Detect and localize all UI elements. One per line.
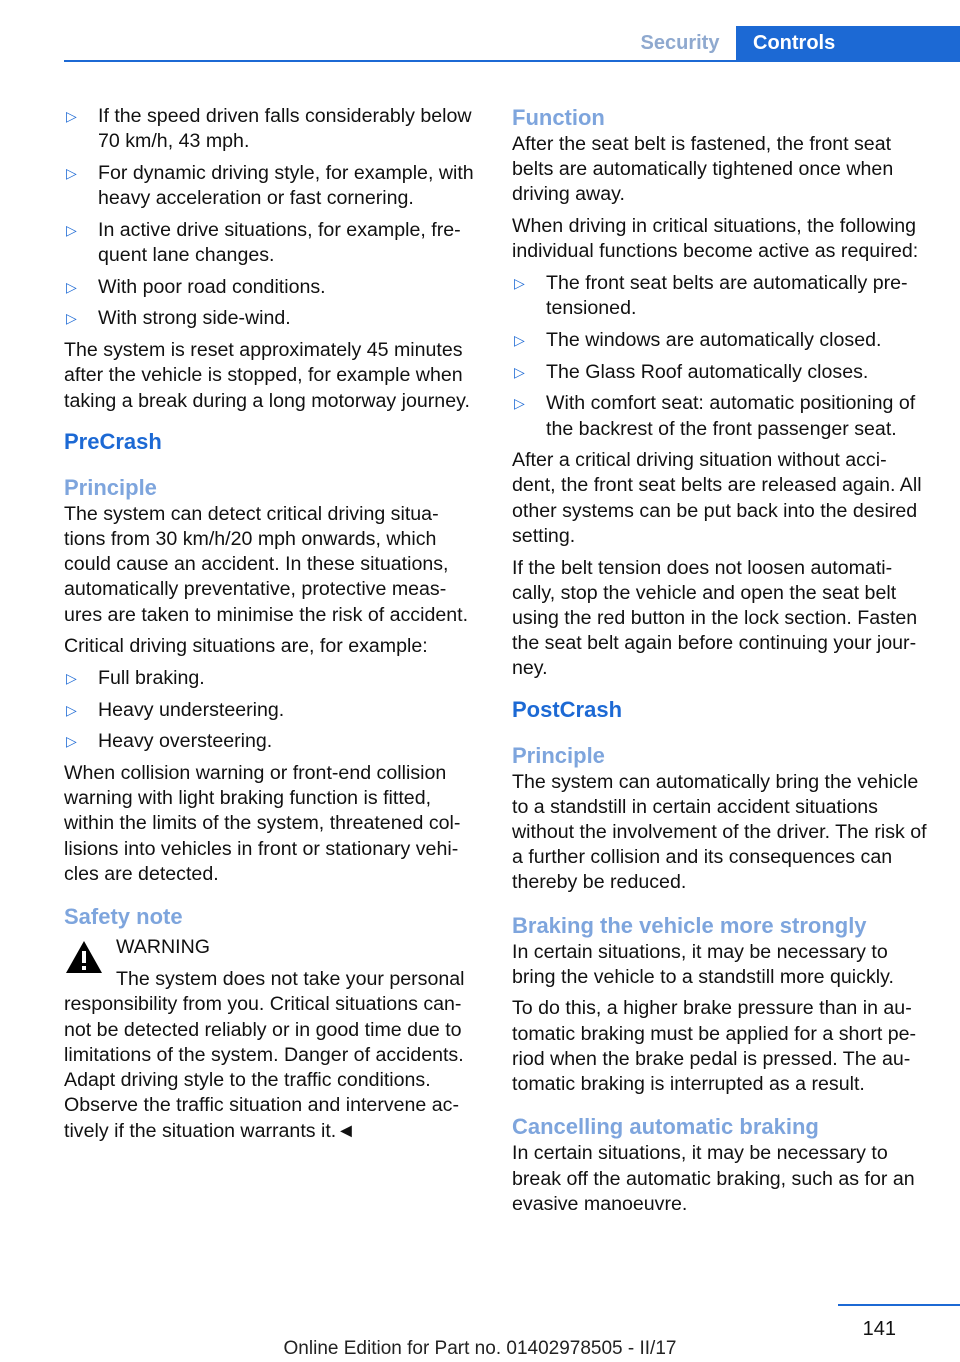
postcrash-principle-paragraph: The system can automatically bring the vehicle to a standstill in certain accident situations without the involvement of the driver. The risk of a further collision and its consequences can thereby be reduced. (512, 770, 927, 894)
critical-functions-paragraph: When driving in critical situations, the following individual functions become active as required: (512, 215, 919, 263)
bullet-arrow-icon: ▷ (66, 701, 77, 718)
bullet-arrow-icon: ▷ (66, 164, 77, 181)
bullet-arrow-icon: ▷ (66, 221, 77, 238)
precrash-heading: PreCrash (64, 428, 162, 454)
postcrash-heading: PostCrash (512, 696, 623, 722)
left-column (64, 104, 484, 1144)
right-column (512, 104, 930, 1223)
list-item: ▷ The windows are automatically closed. (512, 328, 930, 353)
bullet-arrow-icon: ▷ (514, 363, 525, 380)
critical-intro-paragraph: Critical driving situations are, for example: (64, 635, 428, 658)
cancel-braking-heading: Cancelling automatic braking (512, 1114, 819, 1140)
speed-bullet-list (64, 104, 484, 332)
bullet-arrow-icon: ▷ (66, 669, 77, 686)
collision-paragraph: When collision warning or front-end collision warning with light braking function is fitted, within the limits of the system, threatened col‐ lisions into vehicles in front or stationary vehi‐ cles are detected. (64, 762, 461, 885)
safety-note-heading: Safety note (64, 904, 183, 930)
bullet-arrow-icon: ▷ (66, 108, 77, 124)
braking-heading: Braking the vehicle more strongly (512, 912, 867, 938)
warning-first-line: The system does not take your personal (116, 968, 465, 991)
page-header (0, 0, 960, 62)
header-rule (64, 60, 960, 62)
list-item: ▷ The Glass Roof automatically closes. (512, 360, 930, 385)
list-item: ▷ The front seat belts are automatically pre‐ tensioned. (514, 272, 908, 320)
list-item: ▷ Full braking. (64, 666, 484, 691)
bullet-arrow-icon: ▷ (66, 310, 77, 327)
edition-footer: Online Edition for Part no. 01402978505 - II/17 (283, 1338, 677, 1359)
list-item: ▷ With strong side-wind. (64, 306, 484, 331)
bullet-arrow-icon: ▷ (66, 278, 77, 295)
precrash-principle-paragraph: The system can detect critical driving situa‐ tions from 30 km/h/20 mph onwards, which could cause an accident. In these situations, automatically preventative, protective meas‐ ures are taken to minimise the risk of accident. (64, 502, 469, 626)
tab-controls[interactable]: Controls (736, 26, 960, 60)
list-item: ▷ Heavy oversteering. (64, 729, 484, 754)
warning-title: WARNING (116, 936, 210, 959)
bullet-arrow-icon: ▷ (66, 733, 77, 750)
footer-rule (838, 1304, 960, 1306)
list-item: ▷ If the speed driven falls considerably below 70 km/h, 43 mph. (66, 105, 472, 153)
function-paragraph: After the seat belt is fastened, the front seat belts are automatically tightened once when driving away. (512, 133, 894, 206)
after-critical-paragraph: After a critical driving situation without acci‐ dent, the front seat belts are released again. All other systems can be put back into the desired setting. (512, 449, 922, 547)
critical-bullet-list (64, 666, 484, 755)
list-item: ▷ Heavy understeering. (64, 698, 484, 723)
warning-body: responsibility from you. Critical situations can‐ not be detected reliably or in good time due to limitations of the system. Danger of accidents. Adapt driving style to the traffic conditions. Observe the traffic situation and intervene ac‐ tively if the situation warrants it.◄ (64, 993, 464, 1142)
list-item: ▷ For dynamic driving style, for example, with heavy acceleration or fast cornering. (66, 161, 474, 210)
page-number: 141 (862, 1318, 896, 1340)
braking-paragraph-2: To do this, a higher brake pressure than in au‐ tomatic braking must be applied for a short pe‐ riod when the brake pedal is pressed. The au‐ tomatic braking is interrupted as a result. (512, 997, 917, 1096)
cancel-braking-paragraph: In certain situations, it may be necessary to break off the automatic braking, such as for an evasive manoeuvre. (512, 1142, 915, 1215)
belt-tension-paragraph: If the belt tension does not loosen automati‐ cally, stop the vehicle and open the seat belt using the red button in the lock section. Fasten the seat belt again before continuing your jour‐ ney. (512, 556, 918, 680)
reset-paragraph: The system is reset approximately 45 minutes after the vehicle is stopped, for example when taking a break during a long motorway journey. (64, 339, 470, 412)
warning-block (64, 935, 484, 1144)
braking-paragraph-1: In certain situations, it may be necessary to bring the vehicle to a standstill more quickly. (512, 940, 894, 988)
list-item: ▷ With comfort seat: automatic positioning of the backrest of the front passenger seat. (514, 392, 916, 440)
list-item: ▷ With poor road conditions. (64, 275, 484, 300)
tab-security[interactable]: Security (624, 26, 736, 60)
function-heading: Function (512, 105, 605, 130)
postcrash-principle-heading: Principle (512, 742, 605, 768)
list-item: ▷ In active drive situations, for example, fre‐ quent lane changes. (66, 218, 461, 267)
warning-triangle-icon (64, 939, 104, 975)
bullet-arrow-icon: ▷ (514, 331, 525, 348)
precrash-principle-heading: Principle (64, 474, 157, 500)
bullet-arrow-icon: ▷ (514, 275, 525, 292)
function-bullet-list (512, 271, 930, 442)
bullet-arrow-icon: ▷ (514, 395, 525, 412)
